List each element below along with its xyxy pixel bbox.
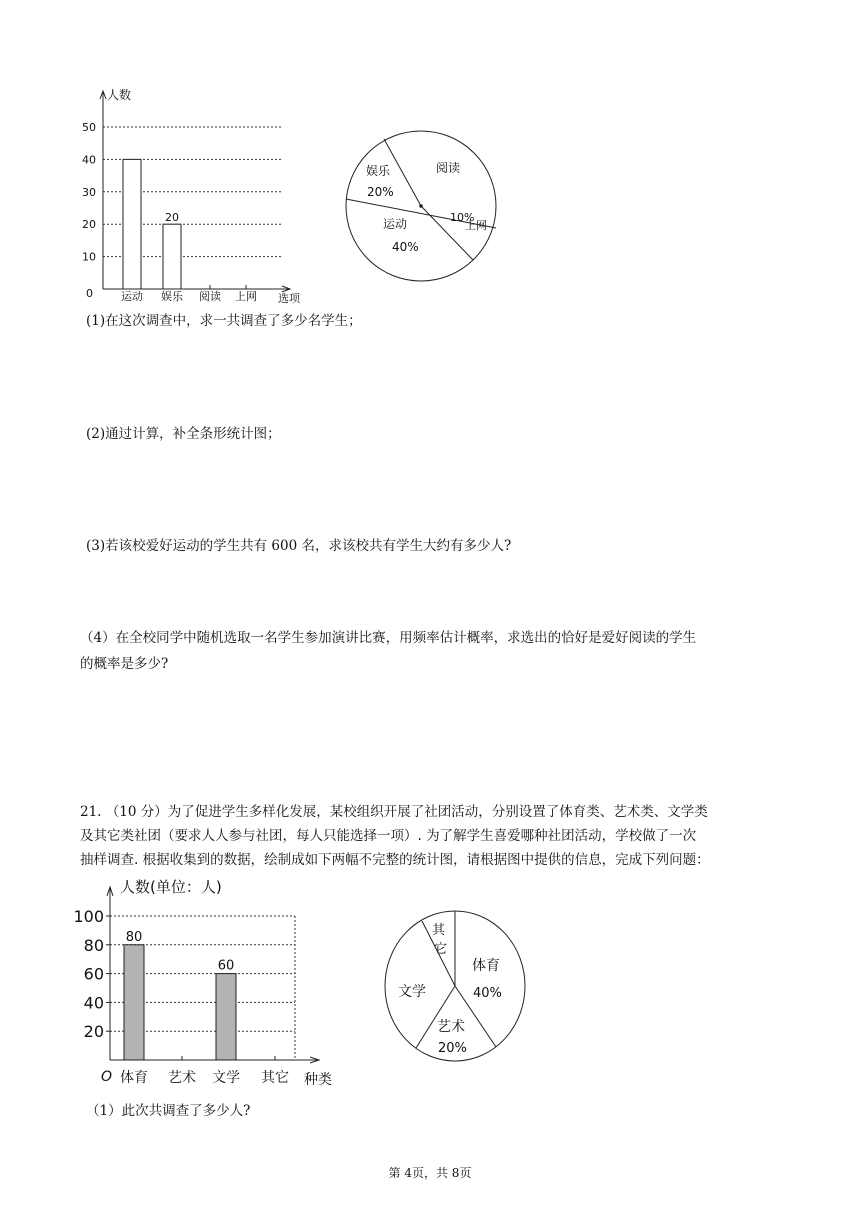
- y-tick-label: 80: [83, 935, 104, 955]
- y-tick-label: 30: [82, 185, 96, 199]
- x-category-label: 娱乐: [161, 290, 183, 303]
- x-category-label: 运动: [121, 290, 143, 303]
- pie-chart-hobbies: [340, 125, 502, 287]
- bar-chart-clubs: [70, 870, 355, 1095]
- pie-label-other-2: 它: [434, 942, 448, 957]
- pie-chart-clubs: [380, 906, 530, 1064]
- y-tick-label: 50: [82, 121, 96, 134]
- q20-part1: (1)在这次调查中，求一共调查了多少名学生；: [86, 313, 362, 329]
- x-category-label: 文学: [212, 1070, 240, 1086]
- pie-label-other-1: 其: [432, 923, 446, 938]
- bar-chart-hobbies: [70, 78, 320, 310]
- bar-1: [163, 224, 181, 289]
- pie-center: [419, 204, 423, 208]
- x-category-label: 艺术: [168, 1070, 196, 1086]
- bar-0: [123, 159, 141, 289]
- bar-data-label: 20: [165, 211, 179, 225]
- q21-stem: [80, 800, 780, 872]
- pie-percent-internet: 10%: [450, 211, 475, 224]
- y-axis-label: 人数(单位：人): [120, 878, 222, 896]
- x-category-label: 体育: [120, 1070, 148, 1086]
- pie-label-sport: 运动: [383, 217, 408, 231]
- q21-stem-line1: 21. （10 分）为了促进学生多样化发展，某校组织开展了社团活动，分别设置了体育类、艺术类、文学类: [80, 804, 708, 820]
- pie-label-entertainment: 娱乐: [366, 164, 391, 178]
- y-tick-label: 20: [82, 218, 96, 232]
- q20-part2: (2)通过计算，补全条形统计图；: [86, 426, 281, 442]
- pie-label-internet: 上网: [465, 219, 487, 232]
- q21-part1: （1）此次共调查了多少人?: [86, 1103, 251, 1119]
- x-category-label: 上网: [235, 290, 257, 303]
- q20-part4-line2: 的概率是多少?: [80, 656, 169, 672]
- bar-data-label: 60: [217, 958, 235, 974]
- pie-percent-art: 20%: [438, 1041, 467, 1056]
- pie-percent-sports: 40%: [473, 986, 502, 1001]
- pie-label-reading: 阅读: [436, 161, 461, 175]
- page-footer: 第 4页，共 8页: [388, 1166, 472, 1180]
- q20-part3: (3)若该校爱好运动的学生共有 600 名，求该校共有学生大约有多少人?: [86, 538, 512, 554]
- pie-label-literature: 文学: [398, 984, 426, 1000]
- origin-label: 0: [86, 287, 93, 300]
- y-tick-label: 40: [82, 153, 96, 167]
- q20-part4-line1: （4）在全校同学中随机选取一名学生参加演讲比赛，用频率估计概率，求选出的恰好是爱好阅读的学生: [80, 630, 697, 646]
- pie-percent-sport: 40%: [392, 240, 419, 254]
- x-category-label: 其它: [261, 1070, 289, 1086]
- y-tick-label: 10: [82, 250, 96, 264]
- y-tick-label: 60: [83, 964, 104, 984]
- pie-label-sports: 体育: [472, 958, 500, 974]
- bar-data-label: 80: [125, 929, 143, 945]
- x-axis-label: 选项: [278, 292, 300, 305]
- q21-stem-line3: 抽样调查. 根据收集到的数据，绘制成如下两幅不完整的统计图，请根据图中提供的信息，完成下列问题：: [80, 852, 710, 868]
- q21-stem-line2: 及其它类社团（要求人人参与社团，每人只能选择一项）. 为了解学生喜爱哪种社团活动，学校做了一次: [80, 828, 697, 844]
- bar-2: [216, 974, 236, 1060]
- pie-label-art: 艺术: [437, 1019, 465, 1035]
- x-axis-label: 种类: [304, 1072, 332, 1088]
- bar-0: [124, 945, 144, 1060]
- y-tick-label: 100: [73, 907, 104, 926]
- x-category-label: 阅读: [199, 290, 221, 303]
- y-tick-label: 20: [83, 1022, 104, 1042]
- y-tick-label: 40: [83, 993, 104, 1013]
- pie-percent-entertainment: 20%: [367, 185, 394, 199]
- origin-label: O: [101, 1069, 113, 1085]
- y-axis-label: 人数: [107, 88, 132, 102]
